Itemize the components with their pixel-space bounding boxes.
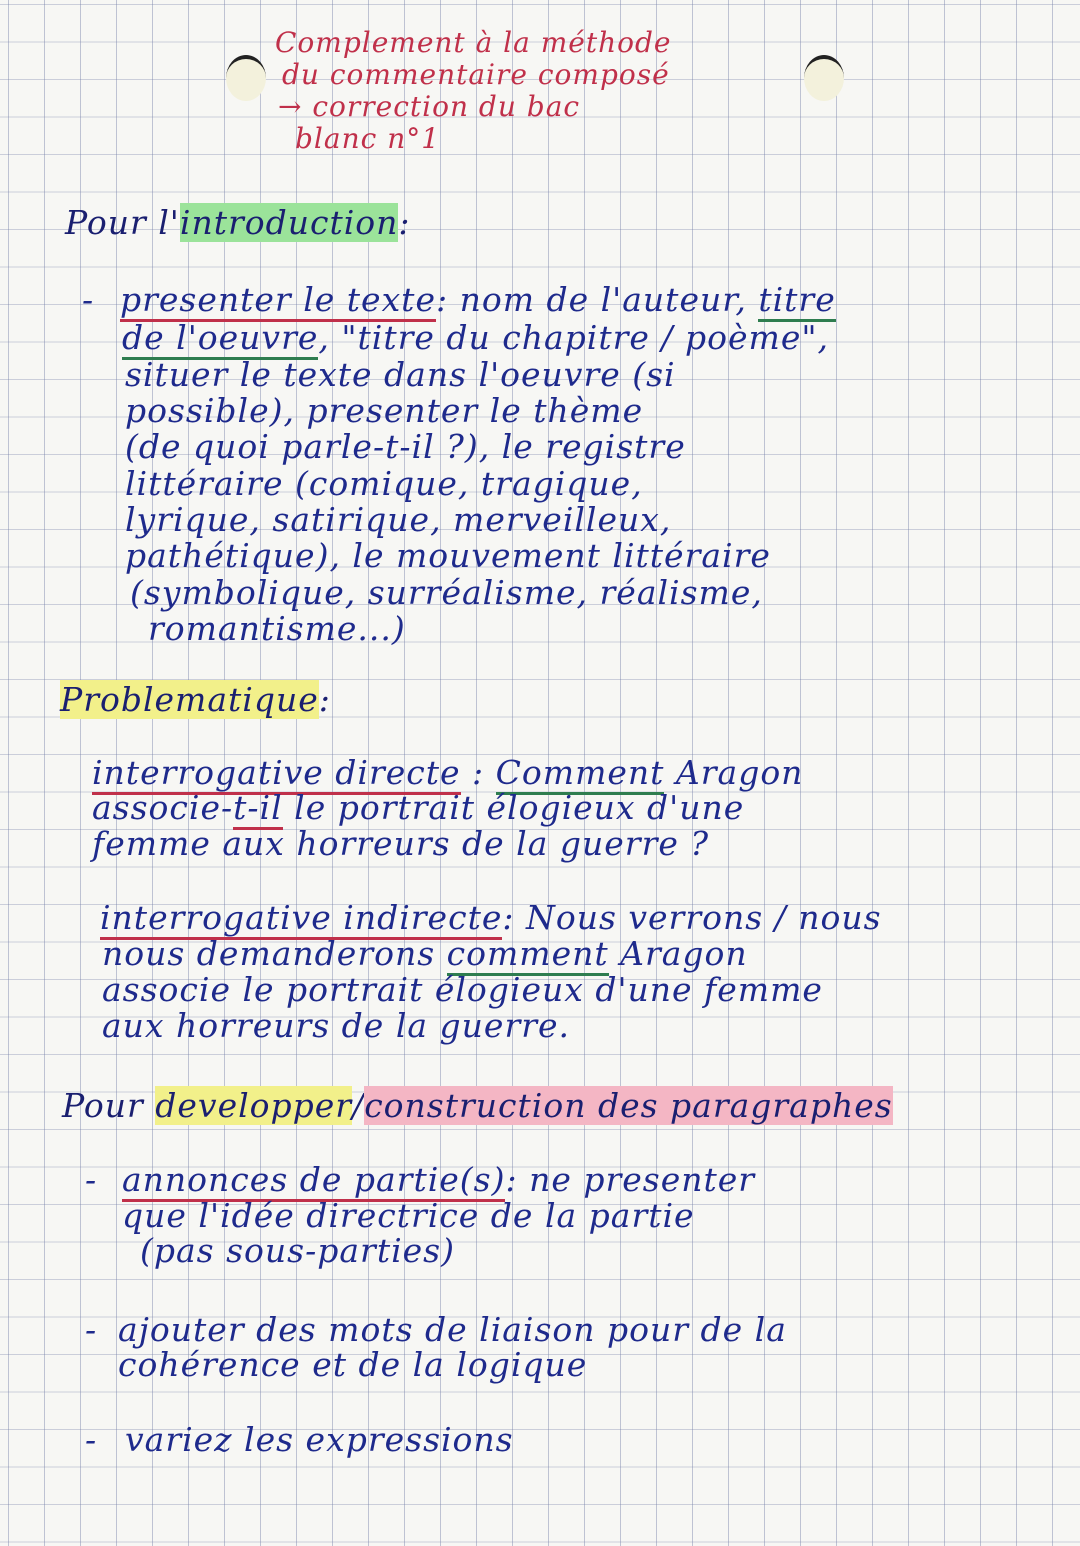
bullet-line: [122, 1162, 755, 1198]
heading-text: Pour l': [65, 203, 180, 242]
text: Aragon: [664, 753, 804, 792]
underlined-term: interrogative directe: [92, 753, 461, 795]
text: Pour: [62, 1086, 156, 1125]
underlined-term: annonces de partie(s): [122, 1160, 505, 1202]
problem-line: [92, 790, 744, 826]
bullet-dash: -: [82, 280, 95, 319]
text: : nom de l'auteur,: [435, 280, 759, 319]
title-line: du commentaire composé: [282, 58, 670, 91]
bullet-line: (de quoi parle-t-il ?), le registre: [125, 427, 686, 466]
bullet-line: possible), presenter le thème: [125, 391, 644, 430]
bullet-line: cohérence et de la logique: [118, 1345, 588, 1384]
problem-line: aux horreurs de la guerre.: [102, 1006, 571, 1045]
heading-colon: :: [318, 680, 331, 719]
underlined-term: interrogative indirecte: [100, 898, 502, 940]
section-heading-problematique: [60, 682, 331, 718]
text: associe-: [92, 788, 234, 827]
problem-line: femme aux horreurs de la guerre ?: [92, 824, 710, 863]
underlined-term: Comment: [496, 753, 665, 795]
bullet-line: [120, 282, 836, 318]
heading-colon: :: [398, 203, 411, 242]
section-heading-introduction: [65, 205, 411, 241]
bullet-dash: -: [85, 1160, 98, 1199]
bullet-line: (pas sous-parties): [140, 1231, 455, 1270]
underlined-term: de l'oeuvre: [122, 318, 318, 360]
bullet-line: (symbolique, surréalisme, réalisme,: [130, 573, 763, 612]
underlined-term: presenter le texte: [120, 280, 436, 322]
underlined-term: t-il: [233, 788, 283, 830]
underlined-term: comment: [447, 934, 609, 976]
text: /: [352, 1086, 365, 1125]
bullet-line: romantisme...): [148, 609, 406, 648]
binder-hole-left: [226, 55, 266, 101]
bullet-dash: -: [85, 1310, 98, 1349]
bullet-line: lyrique, satirique, merveilleux,: [125, 500, 672, 539]
bullet-line: pathétique), le mouvement littéraire: [125, 536, 771, 575]
section-heading-developper: [62, 1088, 893, 1124]
title-line: Complement à la méthode: [275, 26, 672, 59]
problem-line: [100, 900, 882, 936]
bullet-line: ajouter des mots de liaison pour de la: [118, 1310, 787, 1349]
bullet-line: littéraire (comique, tragique,: [125, 464, 643, 503]
problem-line: associe le portrait élogieux d'une femme: [102, 970, 823, 1009]
text: : ne presenter: [505, 1160, 756, 1199]
text: , "titre du chapitre / poème",: [318, 318, 830, 357]
bullet-line: que l'idée directrice de la partie: [122, 1196, 695, 1235]
bullet-line: variez les expressions: [125, 1420, 514, 1459]
bullet-line: situer le texte dans l'oeuvre (si: [125, 355, 676, 394]
highlighted-term: introduction: [179, 203, 399, 242]
highlighted-term: Problematique: [60, 680, 319, 719]
underlined-term: titre: [758, 280, 835, 322]
text: : Nous verrons / nous: [502, 898, 882, 937]
text: :: [460, 753, 496, 792]
bullet-dash: -: [85, 1420, 98, 1459]
highlighted-term: developper: [155, 1086, 353, 1125]
highlighted-term: construction des paragraphes: [364, 1086, 893, 1125]
title-line: blanc n°1: [295, 122, 441, 155]
bullet-line: [122, 320, 829, 356]
binder-hole-right: [804, 55, 844, 101]
problem-line: [92, 755, 803, 791]
text: le portrait élogieux d'une: [282, 788, 745, 827]
problem-line: [102, 936, 748, 972]
text: nous demanderons: [102, 934, 447, 973]
text: Aragon: [608, 934, 748, 973]
title-line: → correction du bac: [278, 90, 581, 123]
